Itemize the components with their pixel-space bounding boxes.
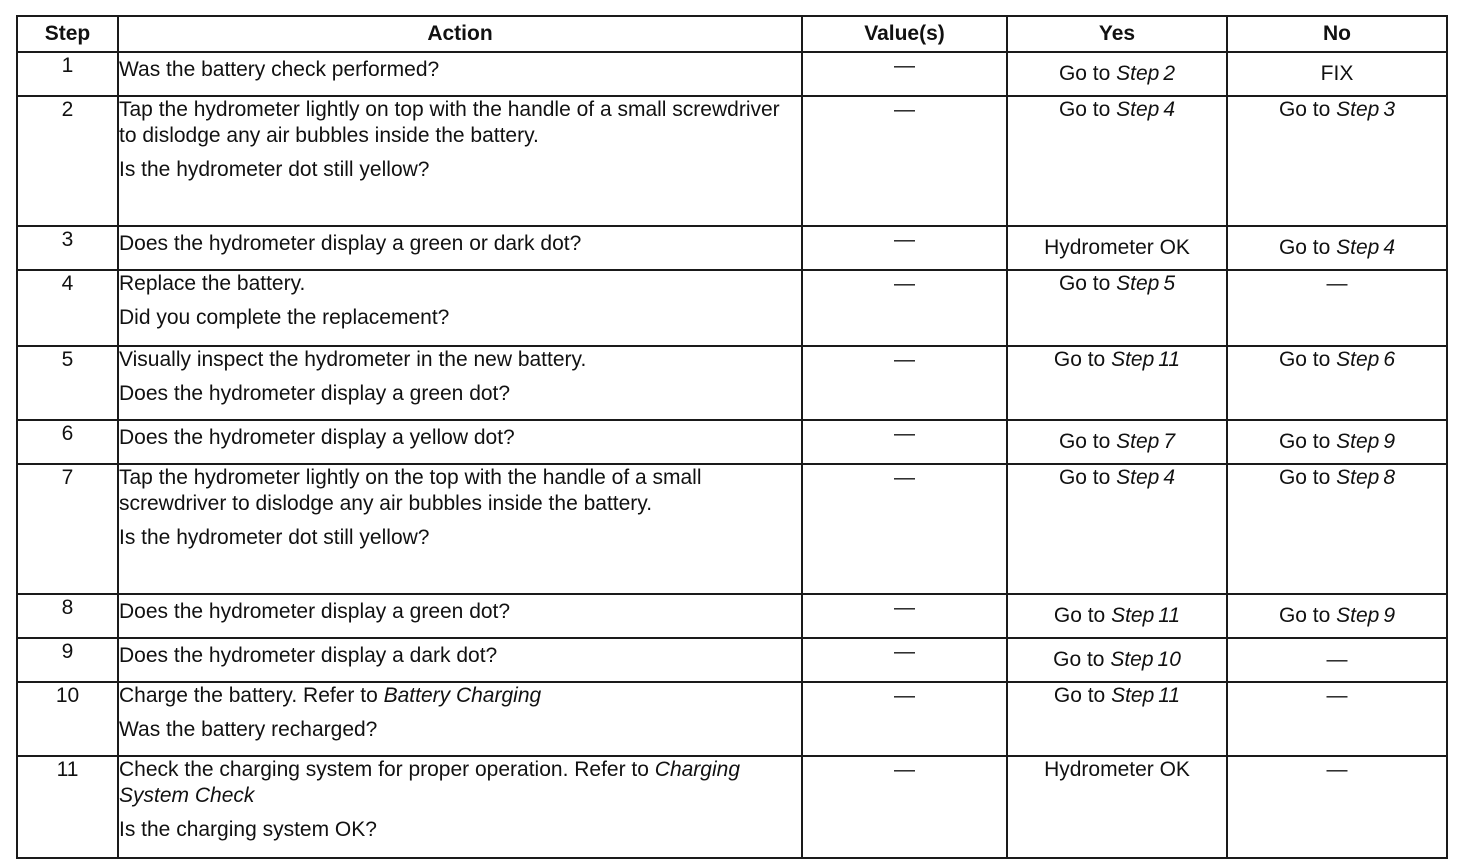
table-row	[17, 270, 1447, 346]
step-number: 9	[17, 638, 118, 682]
yes-cell	[1007, 594, 1227, 638]
yes-cell	[1007, 682, 1227, 756]
step-ref-number: 4	[1163, 98, 1176, 121]
table-row	[17, 226, 1447, 270]
step-ref-number: 11	[1158, 348, 1181, 371]
reference-link: Battery Charging	[383, 684, 542, 707]
action-text	[118, 594, 802, 638]
action-question: Is the charging system OK?	[119, 818, 377, 841]
reference-link: Charging System Check	[119, 758, 741, 807]
value-cell: —	[802, 682, 1007, 756]
action-line	[119, 757, 801, 809]
no-cell	[1227, 96, 1447, 226]
goto-text: Go to	[1058, 466, 1111, 489]
step-number: 1	[17, 52, 118, 96]
step-number: 5	[17, 346, 118, 420]
diagnostic-table	[16, 15, 1448, 859]
goto-text: Go to	[1278, 466, 1331, 489]
step-ref-number: 4	[1383, 236, 1396, 259]
yes-cell	[1007, 638, 1227, 682]
no-cell: —	[1227, 270, 1447, 346]
action-line: Replace the battery.	[119, 272, 306, 295]
step-ref: Step	[1116, 98, 1160, 121]
goto-text: Go to	[1053, 648, 1105, 671]
action-text	[118, 638, 802, 682]
value-cell: —	[802, 226, 1007, 270]
step-ref-number: 11	[1158, 604, 1181, 627]
action-text	[118, 756, 802, 858]
goto-text: Go to	[1058, 272, 1111, 295]
value-cell: —	[802, 52, 1007, 96]
value-cell: —	[802, 346, 1007, 420]
header-row	[17, 16, 1447, 52]
step-number: 3	[17, 226, 118, 270]
action-text	[118, 464, 802, 594]
yes-cell: Hydrometer OK	[1007, 226, 1227, 270]
step-ref: Step	[1110, 648, 1154, 671]
yes-cell	[1007, 52, 1227, 96]
action-line-text: Charge the battery. Refer to	[119, 684, 378, 707]
no-cell: —	[1227, 682, 1447, 756]
action-text	[118, 346, 802, 420]
header-step: Step	[17, 16, 118, 52]
action-line	[119, 683, 801, 709]
step-number: 2	[17, 96, 118, 226]
table-row	[17, 346, 1447, 420]
step-ref: Step	[1336, 98, 1380, 121]
action-question: Is the hydrometer dot still yellow?	[119, 158, 430, 181]
step-ref: Step	[1336, 466, 1380, 489]
goto-text: Go to	[1278, 430, 1331, 453]
step-ref-number: 9	[1383, 604, 1396, 627]
goto-text: Go to	[1278, 236, 1331, 259]
step-ref-number: 11	[1158, 684, 1181, 707]
step-ref-number: 5	[1163, 272, 1176, 295]
step-number: 10	[17, 682, 118, 756]
yes-cell	[1007, 270, 1227, 346]
action-text	[118, 270, 802, 346]
step-ref: Step	[1111, 604, 1155, 627]
no-cell	[1227, 226, 1447, 270]
step-number: 7	[17, 464, 118, 594]
action-text	[118, 96, 802, 226]
goto-text: Go to	[1058, 430, 1111, 453]
step-ref-number: 9	[1383, 430, 1396, 453]
step-ref: Step	[1111, 684, 1155, 707]
step-ref: Step	[1111, 348, 1155, 371]
goto-text: Go to	[1053, 604, 1106, 627]
step-ref-number: 10	[1157, 648, 1181, 671]
table-row	[17, 52, 1447, 96]
table-row	[17, 682, 1447, 756]
no-cell: FIX	[1227, 52, 1447, 96]
step-ref-number: 6	[1383, 348, 1396, 371]
no-cell: —	[1227, 756, 1447, 858]
action-question: Did you complete the replacement?	[119, 306, 450, 329]
action-text	[118, 226, 802, 270]
header-values: Value(s)	[802, 16, 1007, 52]
goto-text: Go to	[1053, 348, 1106, 371]
header-action: Action	[118, 16, 802, 52]
step-ref-number: 3	[1383, 98, 1396, 121]
value-cell: —	[802, 756, 1007, 858]
no-cell	[1227, 420, 1447, 464]
step-ref-number: 2	[1163, 62, 1176, 85]
step-ref-number: 8	[1383, 466, 1396, 489]
action-question: Was the battery recharged?	[119, 718, 378, 741]
goto-text: Go to	[1053, 684, 1106, 707]
action-line: Does the hydrometer display a dark dot?	[119, 644, 498, 667]
no-cell	[1227, 464, 1447, 594]
goto-text: Go to	[1058, 98, 1111, 121]
action-line: Visually inspect the hydrometer in the new battery.	[119, 348, 587, 371]
value-cell: —	[802, 420, 1007, 464]
action-text	[118, 420, 802, 464]
action-line: Was the battery check performed?	[119, 58, 440, 81]
table-row	[17, 96, 1447, 226]
action-question: Does the hydrometer display a green dot?	[119, 382, 511, 405]
header-no: No	[1227, 16, 1447, 52]
action-line-text: Check the charging system for proper operation. Refer to	[119, 758, 649, 781]
step-ref-number: 4	[1163, 466, 1176, 489]
goto-text: Go to	[1278, 98, 1331, 121]
no-cell	[1227, 594, 1447, 638]
step-number: 4	[17, 270, 118, 346]
header-yes: Yes	[1007, 16, 1227, 52]
action-line: Tap the hydrometer lightly on top with the handle of a small screwdriver to dislodge any air bubbles inside the battery.	[119, 98, 780, 147]
goto-text: Go to	[1278, 348, 1331, 371]
step-ref: Step	[1336, 604, 1380, 627]
value-cell: —	[802, 638, 1007, 682]
action-text	[118, 52, 802, 96]
yes-cell	[1007, 96, 1227, 226]
step-ref-number: 7	[1163, 430, 1176, 453]
action-line: Does the hydrometer display a green or dark dot?	[119, 232, 582, 255]
action-line: Tap the hydrometer lightly on the top with the handle of a small screwdriver to dislodge any air bubbles inside the battery.	[119, 466, 702, 515]
table-row	[17, 756, 1447, 858]
table-row	[17, 420, 1447, 464]
yes-cell	[1007, 420, 1227, 464]
value-cell: —	[802, 96, 1007, 226]
step-ref: Step	[1116, 430, 1160, 453]
action-question: Is the hydrometer dot still yellow?	[119, 526, 430, 549]
step-ref: Step	[1116, 62, 1160, 85]
step-ref: Step	[1336, 348, 1380, 371]
step-ref: Step	[1116, 272, 1160, 295]
no-cell	[1227, 346, 1447, 420]
goto-text: Go to	[1278, 604, 1331, 627]
yes-cell: Hydrometer OK	[1007, 756, 1227, 858]
table-row	[17, 464, 1447, 594]
goto-text: Go to	[1058, 62, 1111, 85]
step-number: 8	[17, 594, 118, 638]
yes-cell	[1007, 464, 1227, 594]
no-cell: —	[1227, 638, 1447, 682]
table-row	[17, 594, 1447, 638]
value-cell: —	[802, 464, 1007, 594]
step-number: 6	[17, 420, 118, 464]
step-ref: Step	[1336, 236, 1380, 259]
value-cell: —	[802, 270, 1007, 346]
value-cell: —	[802, 594, 1007, 638]
action-line: Does the hydrometer display a green dot?	[119, 600, 511, 623]
action-line: Does the hydrometer display a yellow dot?	[119, 426, 515, 449]
step-ref: Step	[1336, 430, 1380, 453]
table-row	[17, 638, 1447, 682]
step-number: 11	[17, 756, 118, 858]
action-text	[118, 682, 802, 756]
step-ref: Step	[1116, 466, 1160, 489]
yes-cell	[1007, 346, 1227, 420]
